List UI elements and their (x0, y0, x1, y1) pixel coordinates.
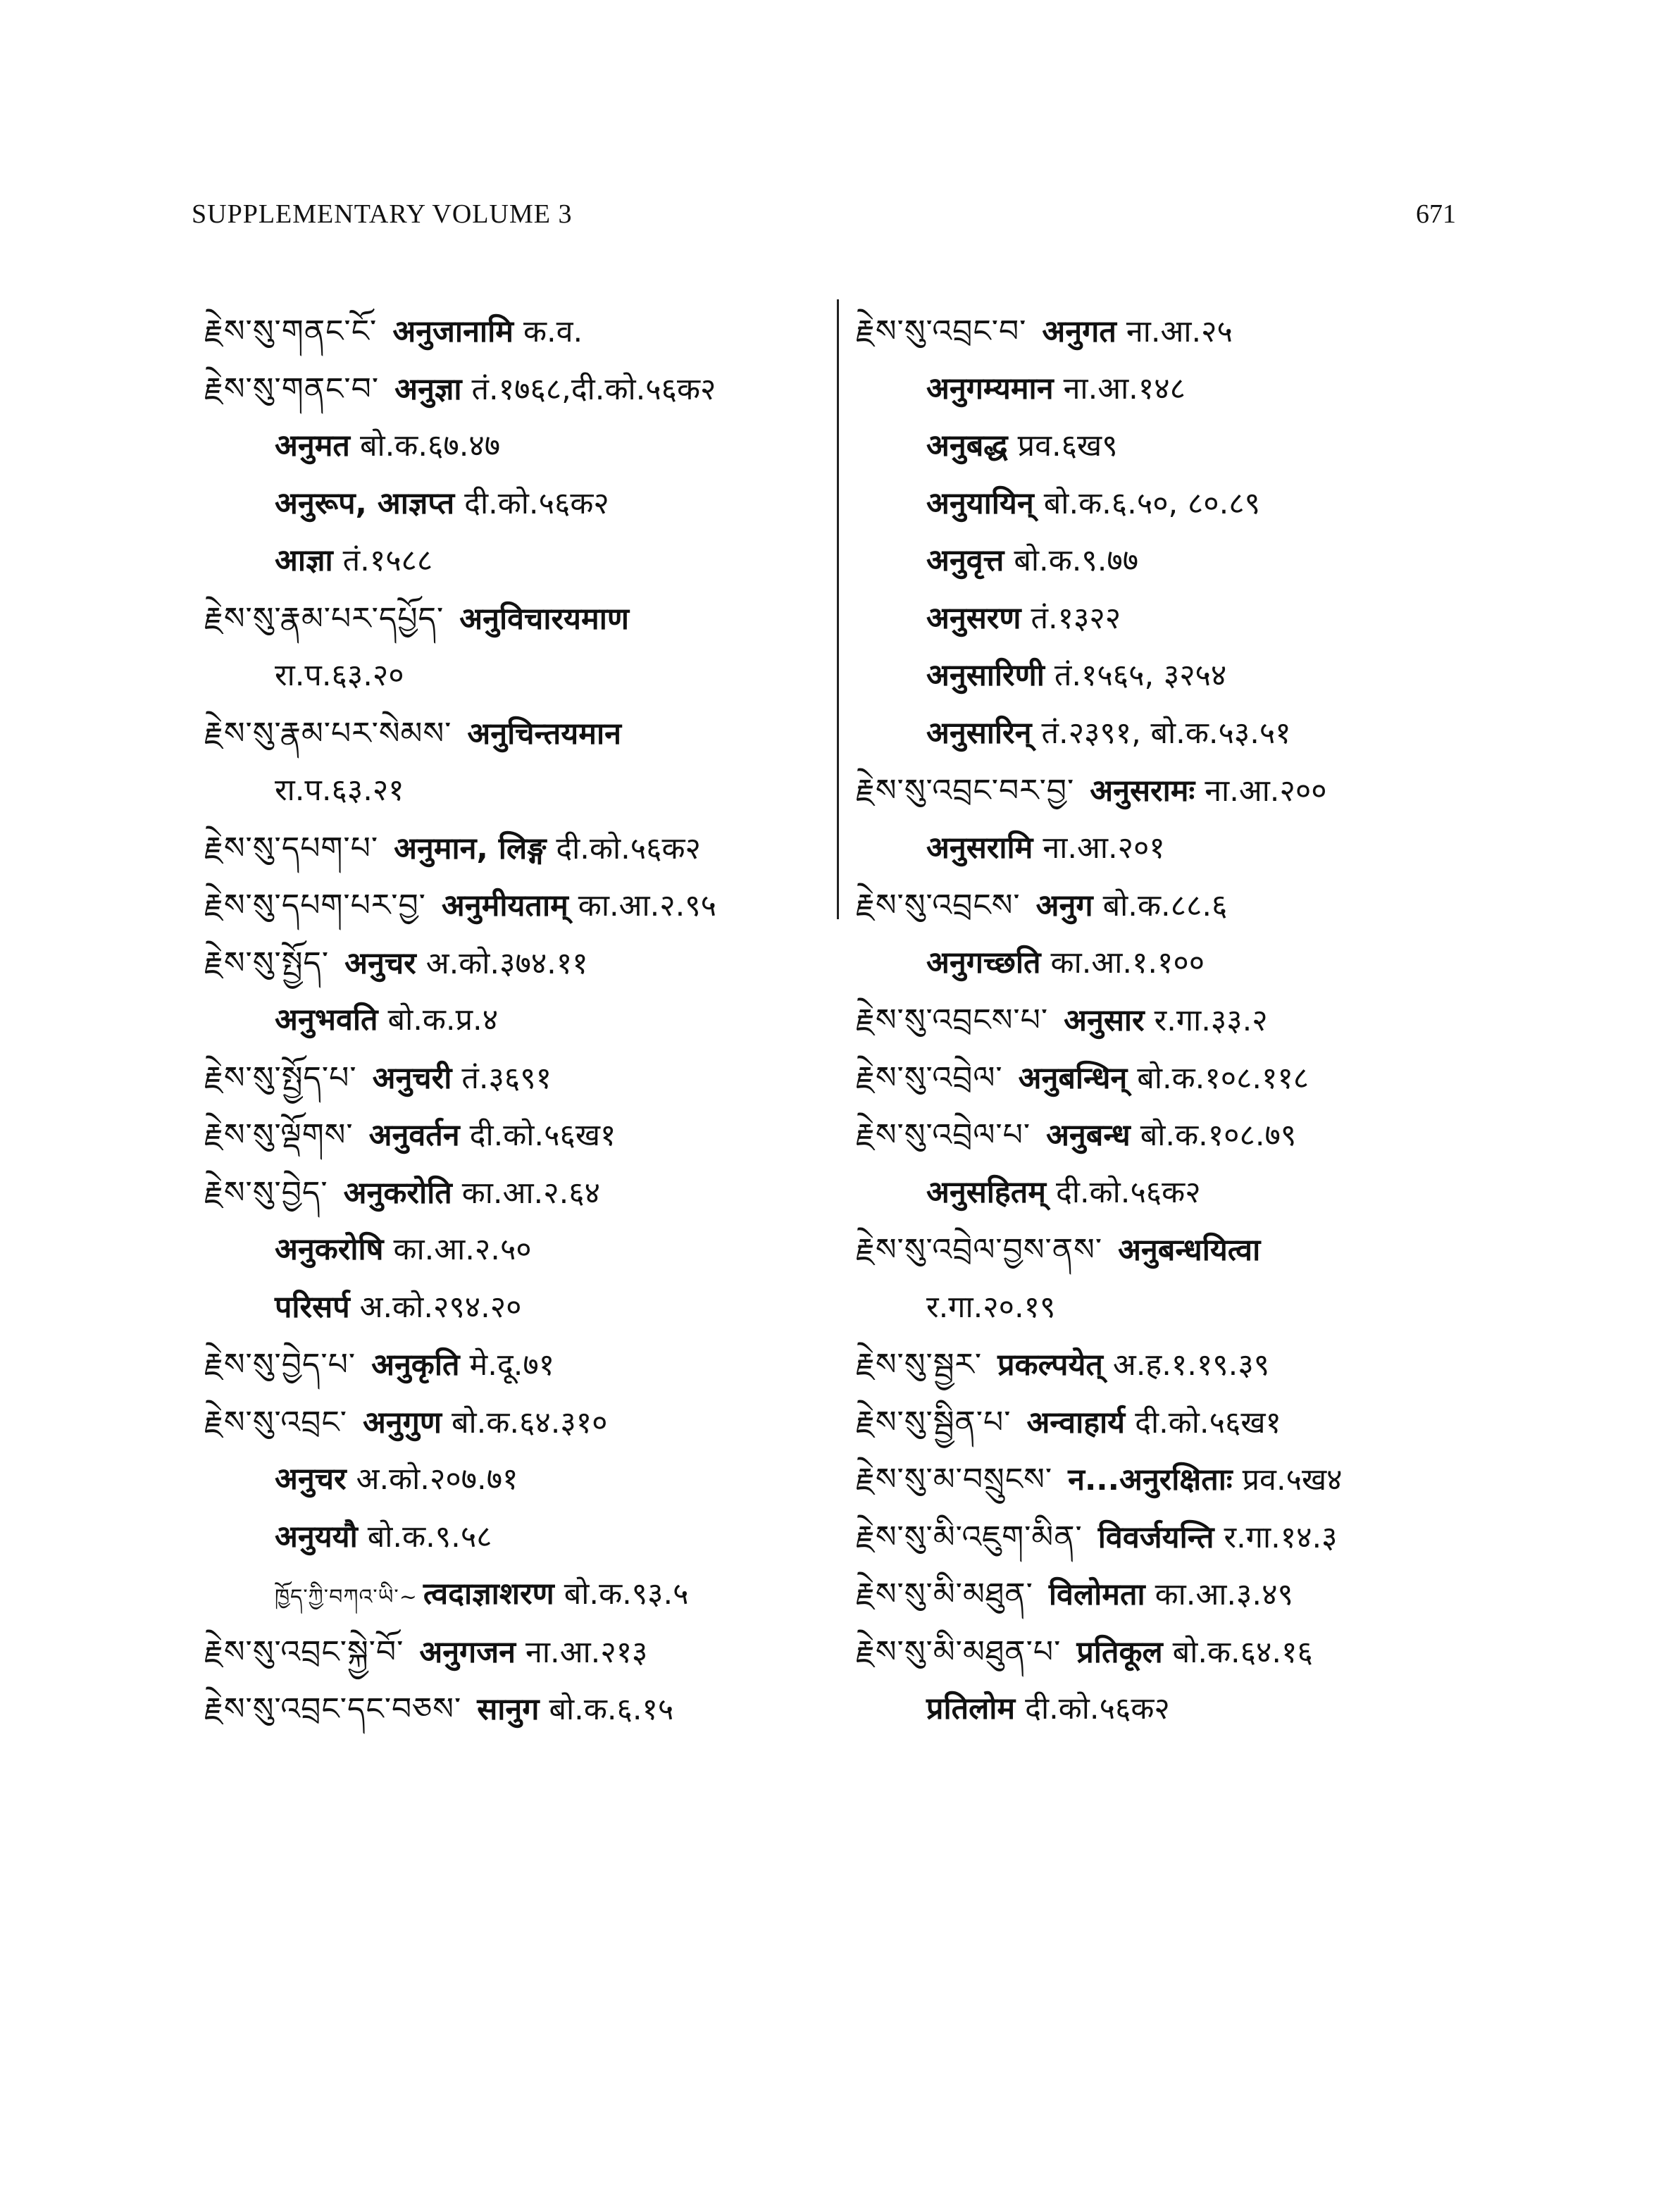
sanskrit-equivalent: अनुजानामि (392, 314, 514, 349)
dictionary-entry-line (856, 1451, 1490, 1509)
tibetan-headword: རྗེས་སུ་བྱེད་པ་ (204, 1347, 356, 1383)
dictionary-entry-line (856, 647, 1490, 705)
dictionary-entry-line (856, 303, 1490, 361)
dictionary-entry-line (204, 1221, 838, 1279)
dictionary-entry-line (204, 1050, 838, 1107)
dictionary-entry-line (204, 1279, 838, 1337)
sanskrit-equivalent: अनुगत (1042, 314, 1116, 349)
source-reference: दी.को.५६क२ (1025, 1691, 1170, 1726)
sanskrit-equivalent: अनुयायिन् (926, 485, 1034, 521)
sanskrit-equivalent: अनुवर्तन (368, 1118, 460, 1153)
tibetan-headword: རྗེས་སུ་རྣམ་པར་དཔྱོད་ (204, 600, 444, 637)
source-reference: बो.क.६४.१६ (1172, 1634, 1313, 1670)
tibetan-headword: རྗེས་སུ་སྦྱིན་པ་ (856, 1404, 1012, 1440)
source-reference: का.आ.२.५० (393, 1232, 532, 1267)
source-reference: बो.क.९.५८ (367, 1519, 492, 1555)
source-reference: बो.क.१०८.७९ (1140, 1118, 1297, 1153)
tibetan-headword: རྗེས་སུ་སྦྱར་ (856, 1347, 983, 1383)
sanskrit-equivalent: अन्वाहार्य (1026, 1405, 1126, 1440)
tibetan-headword: རྗེས་སུ་མ་བསྲུངས་ (856, 1462, 1053, 1498)
dictionary-entry-line (856, 705, 1490, 763)
source-reference: ना.आ.१४८ (1063, 371, 1186, 406)
source-reference: बो.क.८८.६ (1102, 888, 1228, 923)
dictionary-entry-line (856, 1624, 1490, 1681)
dictionary-entry-line (204, 590, 838, 648)
dictionary-entry-line (204, 1164, 838, 1222)
sanskrit-equivalent: अनुगुण (362, 1405, 442, 1440)
tibetan-headword: རྗེས་སུ་འབྲང་བ་ (856, 313, 1027, 349)
dictionary-entry-line (856, 877, 1490, 935)
source-reference: का.आ.२.६४ (461, 1175, 600, 1211)
dictionary-entry-line (856, 820, 1490, 878)
sanskrit-equivalent: अनुबन्धिन् (1018, 1060, 1128, 1096)
dictionary-entry-line (856, 1681, 1490, 1738)
dictionary-entry-line (856, 361, 1490, 418)
dictionary-entry-line (204, 1107, 838, 1164)
sanskrit-equivalent: अनुसहितम् (926, 1174, 1046, 1210)
sanskrit-equivalent: अनुगजन (419, 1634, 516, 1670)
sanskrit-equivalent: अनुचर (275, 1462, 347, 1497)
tibetan-headword: རྗེས་སུ་དཔག་པ་ (204, 830, 379, 866)
sanskrit-equivalent: अनुबन्ध (1046, 1118, 1131, 1153)
dictionary-entry-line (856, 1107, 1490, 1164)
source-reference: बो.क.६७.४७ (359, 428, 501, 463)
source-reference: दी.को.५६ख१ (469, 1118, 616, 1153)
sanskrit-equivalent: अनुरूप, आज्ञप्त (275, 485, 455, 521)
sanskrit-equivalent: अनुग (1035, 888, 1093, 923)
sanskrit-equivalent: विलोमता (1048, 1577, 1145, 1612)
sanskrit-equivalent: प्रकल्पयेत् (997, 1347, 1103, 1383)
dictionary-entry-line (204, 1451, 838, 1509)
sanskrit-equivalent: अनुगच्छति (926, 945, 1041, 980)
dictionary-entry-line (204, 1566, 838, 1624)
dictionary-entry-line (204, 992, 838, 1050)
tibetan-headword: རྗེས་སུ་མི་མཐུན་ (856, 1576, 1033, 1612)
sanskrit-equivalent: अनुकरोति (343, 1175, 452, 1211)
source-reference: प्रव.६ख९ (1017, 428, 1118, 463)
tibetan-headword: རྗེས་སུ་འབྲངས་ (856, 888, 1021, 923)
source-reference: बो.क.६.१५ (549, 1692, 674, 1727)
source-reference: तं.१७६८,दी.को.५६क२ (471, 371, 716, 407)
sanskrit-equivalent: अनुज्ञा (394, 371, 462, 407)
source-reference: बो.क.९.७७ (1014, 543, 1139, 578)
sanskrit-equivalent: अनुकृति (371, 1347, 460, 1383)
tibetan-headword: རྗེས་སུ་འབྲང་སྐྱེ་བོ་ (204, 1633, 404, 1670)
dictionary-entry-line (856, 418, 1490, 475)
dictionary-entry-line (204, 1336, 838, 1394)
dictionary-entry-line (204, 361, 838, 418)
source-reference: अ.को.३७४.११ (425, 945, 588, 981)
sanskrit-equivalent: अनुययौ (275, 1519, 358, 1555)
sanskrit-equivalent: अनुचिन्तयमान (467, 716, 621, 752)
dictionary-entry-line (204, 1681, 838, 1738)
dictionary-entry-line (856, 1566, 1490, 1624)
source-reference: दी.को.५६क२ (556, 830, 701, 866)
sanskrit-equivalent: अनुमान, लिङ्ग (394, 830, 547, 866)
source-reference: र.गा.२०.१९ (926, 1289, 1056, 1325)
sanskrit-equivalent: न...अनुरक्षिताः (1068, 1462, 1233, 1498)
source-reference: बो.क.६.५०, ८०.८९ (1043, 485, 1260, 521)
dictionary-entry-line (204, 303, 838, 361)
tibetan-headword: རྗེས་སུ་འབྲང་ (204, 1404, 347, 1440)
source-reference: तं.१३२२ (1031, 600, 1121, 636)
left-column (204, 303, 838, 1738)
column-divider (837, 299, 839, 919)
dictionary-entry-line (204, 705, 838, 763)
dictionary-entry-line (856, 1050, 1490, 1107)
source-reference: रा.प.६३.२० (275, 658, 404, 693)
dictionary-entry-line (856, 590, 1490, 648)
source-reference: दी.को.५६क२ (464, 485, 609, 521)
source-reference: तं.१५६५, ३२५४ (1054, 658, 1227, 693)
source-reference: र.गा.३३.२ (1154, 1003, 1268, 1038)
source-reference: बो.क.९३.५ (564, 1576, 689, 1612)
dictionary-entry-line (856, 1336, 1490, 1394)
sanskrit-equivalent: अनुबद्ध (926, 428, 1008, 463)
source-reference: रा.प.६३.२१ (275, 773, 404, 808)
source-reference: बो.क.प्र.४ (387, 1002, 499, 1038)
source-reference: तं.२३९१, बो.क.५३.५१ (1041, 715, 1291, 751)
dictionary-entry-line (204, 418, 838, 475)
sanskrit-equivalent: अनुसरामः (1090, 773, 1195, 809)
source-reference: प्रव.५ख४ (1242, 1462, 1343, 1498)
sanskrit-equivalent: अनुचरी (372, 1060, 452, 1096)
dictionary-entry-line (204, 820, 838, 878)
tibetan-headword: ཁྱོད་ཀྱི་བཀའ་ཡི་~ (275, 1585, 418, 1610)
sanskrit-equivalent: अनुचर (344, 945, 416, 981)
tibetan-headword: རྗེས་སུ་འབྲང་བར་བྱ་ (856, 773, 1075, 809)
source-reference: दी.को.५६ख१ (1135, 1405, 1281, 1440)
dictionary-entry-line (856, 762, 1490, 820)
source-reference: अ.को.२९४.२० (359, 1289, 522, 1325)
sanskrit-equivalent: अनुसारिन् (926, 715, 1032, 751)
dictionary-entry-line (204, 1394, 838, 1452)
sanskrit-equivalent: अनुवृत्त (926, 543, 1004, 578)
tibetan-headword: རྗེས་སུ་གནང་བ་ (204, 371, 380, 407)
dictionary-entry-line (856, 1509, 1490, 1567)
tibetan-headword: རྗེས་སུ་བྱེད་ (204, 1174, 328, 1211)
sanskrit-equivalent: अनुकरोषि (275, 1232, 384, 1267)
sanskrit-equivalent: अनुमीयताम् (441, 888, 568, 923)
dictionary-entry-line (204, 647, 838, 705)
dictionary-entry-line (856, 1394, 1490, 1452)
dictionary-entry-line (856, 1221, 1490, 1279)
sanskrit-equivalent: विवर्जयन्ति (1097, 1519, 1214, 1555)
tibetan-headword: རྗེས་སུ་དཔག་པར་བྱ་ (204, 888, 426, 923)
sanskrit-equivalent: प्रतिलोम (926, 1691, 1016, 1726)
source-reference: का.आ.१.१०० (1050, 945, 1205, 980)
dictionary-entry-line (204, 533, 838, 590)
source-reference: ना.आ.२०० (1205, 773, 1327, 809)
sanskrit-equivalent: प्रतिकूल (1076, 1634, 1163, 1670)
sanskrit-equivalent: अनुगम्यमान (926, 371, 1054, 406)
source-reference: बो.क.६४.३१० (451, 1405, 608, 1440)
dictionary-entry-line (204, 475, 838, 533)
source-reference: दी.को.५६क२ (1055, 1174, 1201, 1210)
right-column (856, 303, 1490, 1738)
sanskrit-equivalent: अनुभवति (275, 1002, 378, 1038)
sanskrit-equivalent: अनुसरण (926, 600, 1021, 636)
tibetan-headword: རྗེས་སུ་མི་མཐུན་པ་ (856, 1633, 1062, 1670)
dictionary-entry-line (856, 475, 1490, 533)
sanskrit-equivalent: अनुसरामि (926, 830, 1033, 866)
sanskrit-equivalent: परिसर्प (275, 1289, 350, 1325)
tibetan-headword: རྗེས་སུ་རྣམ་པར་སེམས་ (204, 715, 452, 752)
sanskrit-equivalent: आज्ञा (275, 543, 333, 578)
dictionary-entry-line (856, 1279, 1490, 1337)
dictionary-entry-line (856, 935, 1490, 992)
dictionary-entry-line (856, 533, 1490, 590)
running-head: SUPPLEMENTARY VOLUME 3 (192, 199, 573, 229)
sanskrit-equivalent: अनुबन्धयित्वा (1118, 1233, 1261, 1268)
tibetan-headword: རྗེས་སུ་གནང་ངོ་ (204, 313, 378, 349)
source-reference: मे.दू.७१ (469, 1347, 555, 1383)
tibetan-headword: རྗེས་སུ་འབྲང་དང་བཅས་ (204, 1691, 462, 1727)
sanskrit-equivalent: अनुमत (275, 428, 350, 463)
dictionary-entry-line (204, 1509, 838, 1567)
tibetan-headword: རྗེས་སུ་ལྡོགས་ (204, 1117, 354, 1153)
tibetan-headword: རྗེས་སུ་འབྲེལ་ (856, 1059, 1003, 1096)
tibetan-headword: རྗེས་སུ་འབྲེལ་བྱས་ནས་ (856, 1232, 1103, 1268)
sanskrit-equivalent: अनुसार (1064, 1003, 1145, 1038)
source-reference: का.आ.२.९५ (578, 888, 716, 923)
source-reference: तं.१५८८ (342, 543, 433, 578)
sanskrit-equivalent: त्वदाज्ञाशरण (423, 1576, 554, 1612)
source-reference: अ.ह.१.१९.३९ (1112, 1347, 1270, 1383)
tibetan-headword: རྗེས་སུ་འབྲངས་པ་ (856, 1002, 1049, 1038)
tibetan-headword: རྗེས་སུ་སྤྱོད་པ་ (204, 1059, 357, 1096)
dictionary-entry-line (856, 1164, 1490, 1222)
dictionary-entry-line (204, 877, 838, 935)
dictionary-entry-line (204, 762, 838, 820)
sanskrit-equivalent: अनुसारिणी (926, 658, 1045, 693)
source-reference: र.गा.१४.३ (1224, 1519, 1338, 1555)
tibetan-headword: རྗེས་སུ་སྤྱོད་ (204, 945, 330, 981)
tibetan-headword: རྗེས་སུ་མི་འཇུག་མིན་ (856, 1519, 1083, 1555)
dictionary-entry-line (856, 992, 1490, 1050)
source-reference: क.व. (523, 314, 583, 349)
source-reference: का.आ.३.४९ (1155, 1577, 1293, 1612)
source-reference: ना.आ.२०१ (1043, 830, 1165, 866)
source-reference: तं.३६९१ (461, 1060, 552, 1096)
sanskrit-equivalent: अनुविचारयमाण (459, 601, 629, 637)
source-reference: ना.आ.२५ (1126, 314, 1233, 349)
tibetan-headword: རྗེས་སུ་འབྲེལ་པ་ (856, 1117, 1031, 1153)
sanskrit-equivalent: सानुग (477, 1692, 540, 1727)
source-reference: ना.आ.२१३ (525, 1634, 648, 1670)
dictionary-entry-line (204, 935, 838, 992)
dictionary-entry-line (204, 1624, 838, 1681)
source-reference: अ.को.२०७.७१ (356, 1462, 518, 1497)
source-reference: बो.क.१०८.११८ (1137, 1060, 1309, 1096)
page-number: 671 (1416, 199, 1456, 229)
